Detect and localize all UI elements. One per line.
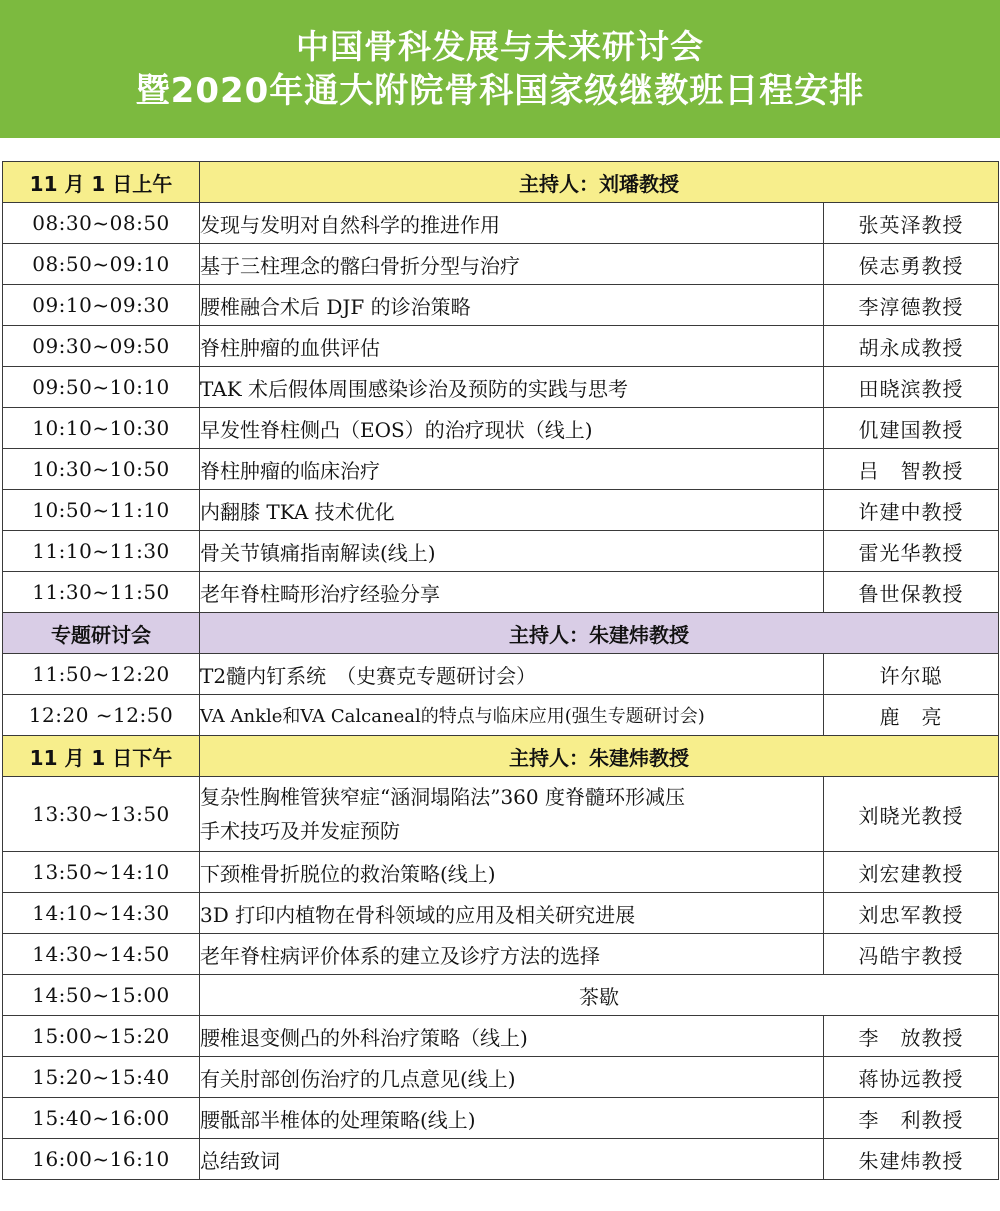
break-row [3,975,999,1016]
topic-cell: 总结致词 [200,1139,824,1180]
schedule-row [3,367,999,408]
speaker-cell: 李 放教授 [824,1016,999,1057]
schedule-table [2,161,999,1180]
time-cell: 15:00~15:20 [3,1016,200,1057]
schedule-row [3,654,999,695]
topic-cell: 发现与发明对自然科学的推进作用 [200,203,824,244]
topic-cell: 下颈椎骨折脱位的救治策略(线上) [200,852,824,893]
speaker-cell: 李 利教授 [824,1098,999,1139]
speaker-cell: 许建中教授 [824,490,999,531]
section-label: 11 月 1 日上午 [3,162,200,203]
time-cell: 11:50~12:20 [3,654,200,695]
time-cell: 16:00~16:10 [3,1139,200,1180]
schedule-row [3,1016,999,1057]
schedule-row [3,572,999,613]
speaker-cell: 胡永成教授 [824,326,999,367]
time-cell: 09:30~09:50 [3,326,200,367]
time-cell: 14:30~14:50 [3,934,200,975]
time-cell: 11:10~11:30 [3,531,200,572]
topic-cell: 有关肘部创伤治疗的几点意见(线上) [200,1057,824,1098]
topic-line: 复杂性胸椎管狭窄症“涵洞塌陷法”360 度脊髓环形减压 [200,785,685,809]
schedule-row [3,1057,999,1098]
schedule-row [3,408,999,449]
speaker-cell: 张英泽教授 [824,203,999,244]
schedule-row [3,852,999,893]
section-header-symposium [3,613,999,654]
schedule-row [3,203,999,244]
section-host: 主持人：刘璠教授 [200,162,999,203]
time-cell: 08:30~08:50 [3,203,200,244]
time-cell: 10:10~10:30 [3,408,200,449]
schedule-row [3,326,999,367]
speaker-cell: 吕 智教授 [824,449,999,490]
topic-cell [200,777,824,852]
topic-cell: T2髓内钉系统 （史赛克专题研讨会） [200,654,824,695]
speaker-cell: 仉建国教授 [824,408,999,449]
time-cell: 09:50~10:10 [3,367,200,408]
topic-cell: 老年脊柱病评价体系的建立及诊疗方法的选择 [200,934,824,975]
speaker-cell: 雷光华教授 [824,531,999,572]
speaker-cell: 侯志勇教授 [824,244,999,285]
schedule-row [3,244,999,285]
time-cell: 08:50~09:10 [3,244,200,285]
schedule-row [3,1139,999,1180]
speaker-cell: 朱建炜教授 [824,1139,999,1180]
topic-cell: 老年脊柱畸形治疗经验分享 [200,572,824,613]
schedule-row [3,490,999,531]
topic-cell: 基于三柱理念的髂臼骨折分型与治疗 [200,244,824,285]
schedule-row [3,893,999,934]
topic-cell: 腰椎融合术后 DJF 的诊治策略 [200,285,824,326]
topic-cell: 早发性脊柱侧凸（EOS）的治疗现状（线上) [200,408,824,449]
schedule-row [3,285,999,326]
topic-line: 手术技巧及并发症预防 [200,819,400,843]
time-cell: 13:30~13:50 [3,777,200,852]
time-cell: 14:50~15:00 [3,975,200,1016]
time-cell: 12:20 ~12:50 [3,695,200,736]
section-header-morning [3,162,999,203]
time-cell: 14:10~14:30 [3,893,200,934]
speaker-cell: 鲁世保教授 [824,572,999,613]
topic-cell: 脊柱肿瘤的临床治疗 [200,449,824,490]
section-host: 主持人：朱建炜教授 [200,736,999,777]
time-cell: 09:10~09:30 [3,285,200,326]
speaker-cell: 许尔聪 [824,654,999,695]
topic-cell: 3D 打印内植物在骨科领域的应用及相关研究进展 [200,893,824,934]
page-subtitle: 暨2020年通大附院骨科国家级继教班日程安排 [135,71,865,111]
topic-cell: 腰椎退变侧凸的外科治疗策略（线上) [200,1016,824,1057]
topic-cell: 骨关节镇痛指南解读(线上) [200,531,824,572]
time-cell: 10:50~11:10 [3,490,200,531]
time-cell: 15:40~16:00 [3,1098,200,1139]
section-header-afternoon [3,736,999,777]
time-cell: 11:30~11:50 [3,572,200,613]
speaker-cell: 冯皓宇教授 [824,934,999,975]
speaker-cell: 鹿 亮 [824,695,999,736]
page-header [0,0,1000,138]
topic-cell: 脊柱肿瘤的血供评估 [200,326,824,367]
time-cell: 10:30~10:50 [3,449,200,490]
topic-cell: 腰骶部半椎体的处理策略(线上) [200,1098,824,1139]
topic-cell: 内翻膝 TKA 技术优化 [200,490,824,531]
speaker-cell: 刘晓光教授 [824,777,999,852]
schedule-row [3,449,999,490]
schedule-row [3,695,999,736]
speaker-cell: 蒋协远教授 [824,1057,999,1098]
section-label: 11 月 1 日下午 [3,736,200,777]
topic-cell: TAK 术后假体周围感染诊治及预防的实践与思考 [200,367,824,408]
schedule-row [3,934,999,975]
speaker-cell: 刘宏建教授 [824,852,999,893]
schedule-row [3,531,999,572]
schedule-row [3,777,999,852]
section-host: 主持人：朱建炜教授 [200,613,999,654]
break-label: 茶歇 [200,975,999,1016]
time-cell: 13:50~14:10 [3,852,200,893]
section-label: 专题研讨会 [3,613,200,654]
page-title: 中国骨科发展与未来研讨会 [296,27,704,66]
time-cell: 15:20~15:40 [3,1057,200,1098]
speaker-cell: 田晓滨教授 [824,367,999,408]
speaker-cell: 李淳德教授 [824,285,999,326]
schedule-row [3,1098,999,1139]
topic-cell: VA Ankle和VA Calcaneal的特点与临床应用(强生专题研讨会) [200,695,824,736]
speaker-cell: 刘忠军教授 [824,893,999,934]
